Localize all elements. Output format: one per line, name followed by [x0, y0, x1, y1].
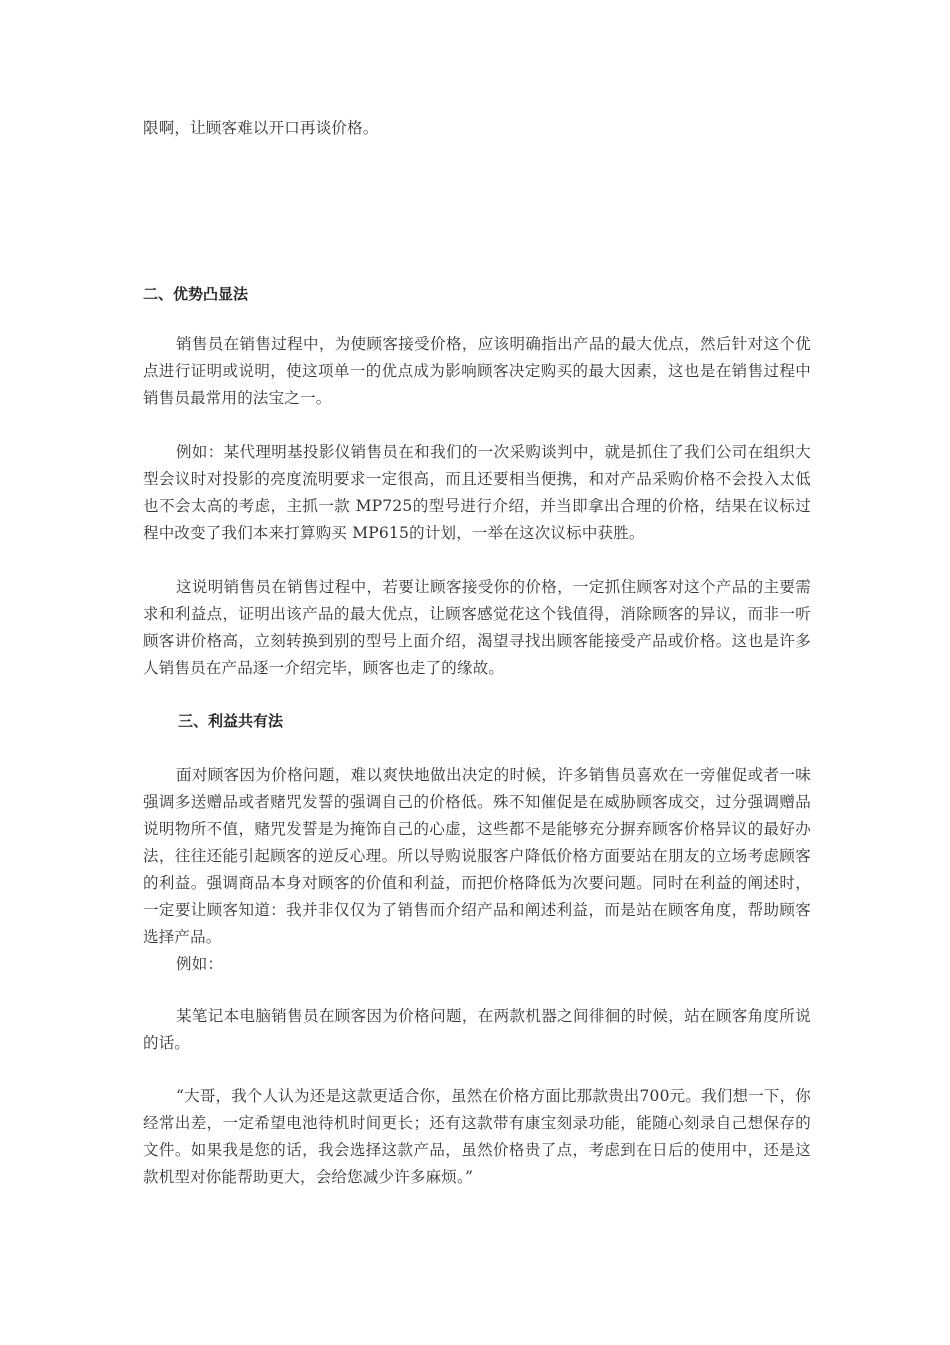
paragraph-explanation: 这说明销售员在销售过程中，若要让顾客接受你的价格，一定抓住顾客对这个产品的主要需求和利益点，证明出该产品的最大优点，让顾客感觉花这个钱值得，消除顾客的异议，而非一听顾客讲价格高，立刻转换到别的型号上面介绍，渴望寻找出顾客能接受产品或价格。这也是许多人销售员在产品逐一介绍完毕，顾客也走了的缘故。: [143, 578, 811, 677]
section-heading-2: 二、优势凸显法: [143, 285, 249, 303]
paragraph-sales-quote: “大哥，我个人认为还是这款更适合你，虽然在价格方面比那款贵出700元。我们想一下，你经常出差，一定希望电池待机时间更长；还有这款带有康宝刻录功能，能随心刻录自己想保存的文件。如果我是您的话，我会选择这款产品，虽然价格贵了点，考虑到在日后的使用中，还是这款机型对你能帮助更大，会给您减少许多麻烦。”: [143, 1087, 811, 1186]
paragraph-continuation: 限啊，让顾客难以开口再谈价格。: [143, 119, 379, 137]
paragraph-shared-benefit: 面对顾客因为价格问题，难以爽快地做出决定的时候，许多销售员喜欢在一旁催促或者一味强调多送赠品或者赌咒发誓的强调自己的价格低。殊不知催促是在威胁顾客成交，过分强调赠品说明物所不值，赌咒发誓是为掩饰自己的心虚，这些都不是能够充分摒弃顾客价格异议的最好办法，往往还能引起顾客的逆反心理。所以导购说服客户降低价格方面要站在朋友的立场考虑顾客的利益。强调商品本身对顾客的价值和利益，而把价格降低为次要问题。同时在利益的阐述时，一定要让顾客知道：我并非仅仅为了销售而介绍产品和阐述利益，而是站在顾客角度，帮助顾客选择产品。: [143, 766, 811, 946]
paragraph-advantage-intro: 销售员在销售过程中，为使顾客接受价格，应该明确指出产品的最大优点，然后针对这个优点进行证明或说明，使这项单一的优点成为影响顾客决定购买的最大因素，这也是在销售过程中销售员最常用的法宝之一。: [143, 335, 811, 407]
section-heading-3: 三、利益共有法: [178, 712, 284, 730]
paragraph-example-benq: 例如：某代理明基投影仪销售员在和我们的一次采购谈判中，就是抓住了我们公司在组织大型会议时对投影的亮度流明要求一定很高，而且还要相当便携，和对产品采购价格不会投入太低也不会太高的考虑，主抓一款 MP725的型号进行介绍，并当即拿出合理的价格，结果在议标过程中改变了我们本来打算购买 MP615的计划，一举在这次议标中获胜。: [143, 443, 811, 542]
paragraph-laptop-example: 某笔记本电脑销售员在顾客因为价格问题，在两款机器之间徘徊的时候，站在顾客角度所说的话。: [143, 1007, 811, 1052]
paragraph-example-label: 例如：: [176, 955, 224, 973]
